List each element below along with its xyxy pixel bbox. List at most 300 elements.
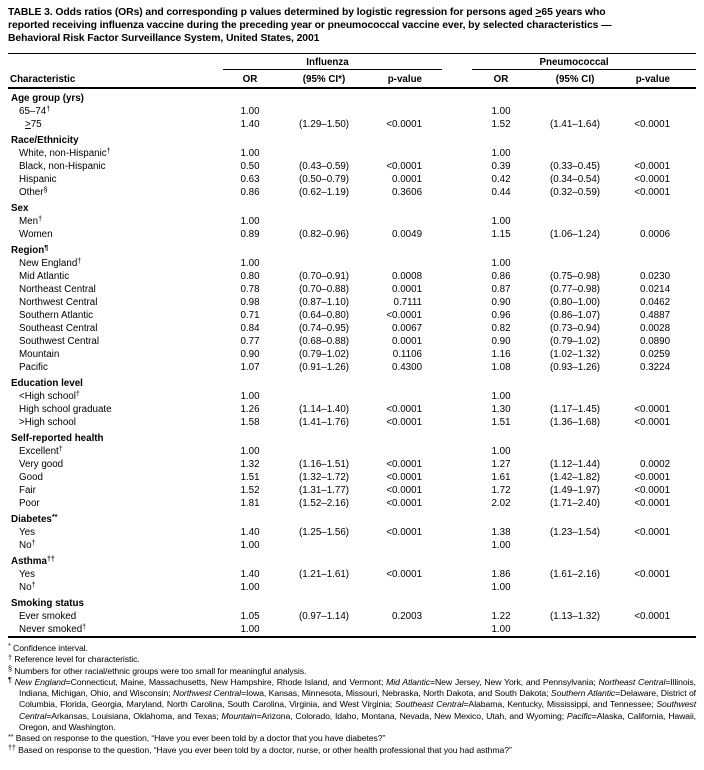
or-cell: 1.51 — [491, 417, 511, 428]
table-row — [8, 118, 696, 131]
ci-cell: (1.41–1.64) — [549, 119, 601, 130]
pvalue-cell: <0.0001 — [386, 472, 423, 483]
table-row — [8, 270, 696, 283]
or-cell: 1.08 — [491, 362, 511, 373]
spacer-cell — [442, 309, 472, 322]
section-row — [8, 594, 696, 610]
title-line: Behavioral Risk Factor Surveillance System, United States, 2001 — [8, 33, 320, 44]
spacer-cell — [442, 539, 472, 552]
or-cell: 0.89 — [240, 229, 260, 240]
characteristic-cell: No† — [19, 537, 36, 551]
characteristic-cell: Yes — [19, 569, 35, 580]
pvalue-cell — [371, 215, 442, 228]
or-column-header: OR — [472, 70, 530, 89]
ci-cell: (1.31–1.77) — [298, 485, 350, 496]
ci-cell — [277, 105, 371, 118]
footnote-text: =Illinois, Indiana, Michigan, Ohio, and Wisconsin; — [19, 676, 696, 699]
pvalue-cell — [620, 147, 696, 160]
influenza-group-header: Influenza — [223, 54, 442, 70]
ci-cell: (0.73–0.94) — [549, 323, 601, 334]
or-cell: 0.82 — [491, 323, 511, 334]
pvalue-cell: 0.0890 — [640, 336, 671, 347]
title-line: reported receiving influenza vaccine during the preceding year or pneumococcal vaccine ever, by selected characteristics — — [8, 20, 612, 31]
section-label: Education level — [11, 378, 83, 389]
section-label: Diabetes** — [11, 511, 58, 525]
ci-cell: (1.71–2.40) — [549, 498, 601, 509]
characteristic-cell: 65–74† — [19, 103, 51, 117]
characteristic-cell: Excellent† — [19, 443, 63, 457]
ci-cell: (0.80–1.00) — [549, 297, 601, 308]
or-cell: 1.00 — [240, 106, 260, 117]
or-cell: 1.00 — [240, 446, 260, 457]
or-cell: 1.00 — [491, 148, 511, 159]
or-cell: 0.71 — [240, 310, 260, 321]
or-cell: 1.40 — [240, 569, 260, 580]
table-row — [8, 228, 696, 241]
pvalue-cell: 0.0006 — [640, 229, 671, 240]
pvalue-column-header: p-value — [371, 70, 442, 89]
pvalue-cell — [620, 390, 696, 403]
footnote-text: =Delaware, District of Columbia, Florida, Georgia, Maryland, North Carolina, South Carolina, Virginia, and West Virginia; — [19, 688, 696, 710]
or-cell: 1.00 — [491, 106, 511, 117]
or-cell: 0.96 — [491, 310, 511, 321]
table-row — [8, 390, 696, 403]
pvalue-cell — [620, 445, 696, 458]
pvalue-cell: <0.0001 — [634, 187, 671, 198]
table-row — [8, 539, 696, 552]
ci-cell — [277, 215, 371, 228]
table-row — [8, 497, 696, 510]
characteristic-cell: Good — [19, 472, 43, 483]
footnote — [8, 677, 696, 733]
ci-cell: (0.62–1.19) — [298, 187, 350, 198]
pvalue-cell: <0.0001 — [634, 569, 671, 580]
pvalue-cell: <0.0001 — [386, 161, 423, 172]
spacer-cell — [442, 390, 472, 403]
or-cell: 1.86 — [491, 569, 511, 580]
ci-cell — [530, 581, 620, 594]
table-row — [8, 335, 696, 348]
ci-cell: (1.49–1.97) — [549, 485, 601, 496]
odds-ratio-table — [8, 54, 696, 636]
or-cell: 0.90 — [491, 336, 511, 347]
ci-cell: (0.33–0.45) — [549, 161, 601, 172]
ci-cell: (1.06–1.24) — [549, 229, 601, 240]
footnote — [8, 654, 696, 665]
characteristic-cell: Poor — [19, 498, 40, 509]
or-cell: 1.72 — [491, 485, 511, 496]
pvalue-cell: <0.0001 — [634, 498, 671, 509]
or-cell: 1.52 — [491, 119, 511, 130]
or-cell: 1.32 — [240, 459, 260, 470]
pvalue-cell: 0.1106 — [392, 349, 423, 360]
ci-cell: (0.70–0.91) — [298, 271, 350, 282]
footnote-marker: † — [8, 652, 12, 662]
characteristic-cell: >High school — [19, 417, 76, 428]
characteristic-cell: Women — [19, 229, 53, 240]
characteristic-cell: Hispanic — [19, 174, 57, 185]
ci-cell: (1.12–1.44) — [549, 459, 601, 470]
spacer-cell — [442, 257, 472, 270]
spacer-cell — [442, 105, 472, 118]
table-row — [8, 581, 696, 594]
or-cell: 0.39 — [491, 161, 511, 172]
footnote-text: =Alabama, Kentucky, Mississippi, and Tennessee; — [463, 699, 657, 710]
characteristic-cell: High school graduate — [19, 404, 112, 415]
table-row — [8, 105, 696, 118]
ci-cell: (0.79–1.02) — [298, 349, 350, 360]
or-cell: 0.63 — [240, 174, 260, 185]
footnote-text: Northeast Central — [598, 676, 666, 687]
table-row — [8, 283, 696, 296]
section-row — [8, 510, 696, 526]
spacer-cell — [442, 322, 472, 335]
characteristic-column-header: Characteristic — [8, 70, 223, 89]
footnote-text: =New Jersey, New York, and Pennsylvania; — [429, 676, 599, 687]
ci-cell: (0.87–1.10) — [298, 297, 350, 308]
pvalue-cell: 0.0230 — [640, 271, 671, 282]
characteristic-cell: Pacific — [19, 362, 48, 373]
characteristic-cell: Fair — [19, 485, 36, 496]
pvalue-cell: 0.0259 — [640, 349, 671, 360]
pvalue-cell: 0.0214 — [640, 284, 671, 295]
footnote — [8, 733, 696, 744]
table-row — [8, 322, 696, 335]
group-header-row — [8, 54, 696, 70]
section-label: Smoking status — [11, 598, 84, 609]
pvalue-cell: 0.0049 — [392, 229, 423, 240]
ci-cell — [530, 147, 620, 160]
ci-cell: (1.25–1.56) — [298, 527, 350, 538]
pvalue-cell: <0.0001 — [634, 174, 671, 185]
ci-cell: (1.14–1.40) — [298, 404, 350, 415]
or-cell: 1.00 — [491, 582, 511, 593]
or-cell: 1.30 — [491, 404, 511, 415]
ci-cell: (0.34–0.54) — [549, 174, 601, 185]
ci-cell: (0.43–0.59) — [298, 161, 350, 172]
footnote-text: Southwest Central — [19, 699, 697, 721]
spacer-cell — [442, 471, 472, 484]
section-row — [8, 199, 696, 215]
or-cell: 1.00 — [240, 582, 260, 593]
or-cell: 0.80 — [240, 271, 260, 282]
pvalue-cell — [371, 105, 442, 118]
pvalue-cell: <0.0001 — [386, 569, 423, 580]
characteristic-cell: Southern Atlantic — [19, 310, 94, 321]
pvalue-cell: <0.0001 — [634, 417, 671, 428]
pvalue-cell: <0.0001 — [634, 611, 671, 622]
or-cell: 1.00 — [491, 258, 511, 269]
footnote-text: Mountain — [221, 710, 257, 721]
spacer-cell — [442, 186, 472, 199]
section-label: Self-reported health — [11, 433, 104, 444]
footnote-text: =Arkansas, Louisiana, Oklahoma, and Texas; — [46, 710, 222, 721]
or-cell: 0.44 — [491, 187, 511, 198]
characteristic-cell: Men† — [19, 213, 43, 227]
or-cell: 1.51 — [240, 472, 260, 483]
table-row — [8, 610, 696, 623]
footnote-text: Northwest Central — [173, 688, 241, 699]
characteristic-cell: Black, non-Hispanic — [19, 161, 106, 172]
ci-column-header: (95% CI*) — [277, 70, 371, 89]
footnote-text: =Alaska, California, Hawaii, Oregon, and Washington. — [19, 710, 696, 733]
section-label: Race/Ethnicity — [11, 135, 79, 146]
spacer-cell — [442, 484, 472, 497]
footnote-text: Pacific — [566, 710, 592, 721]
footnote — [8, 663, 696, 677]
ci-cell: (0.91–1.26) — [298, 362, 350, 373]
ci-column-header: (95% CI) — [530, 70, 620, 89]
pvalue-cell — [620, 215, 696, 228]
or-cell: 0.98 — [240, 297, 260, 308]
ci-cell: (1.21–1.61) — [298, 569, 350, 580]
pvalue-cell: 0.0001 — [392, 174, 423, 185]
ci-cell — [277, 445, 371, 458]
spacer-cell — [442, 173, 472, 186]
or-cell: 1.16 — [491, 349, 511, 360]
ci-cell: (1.61–2.16) — [549, 569, 601, 580]
characteristic-cell: Mid Atlantic — [19, 271, 70, 282]
ci-cell: (1.23–1.54) — [549, 527, 601, 538]
ci-cell: (1.17–1.45) — [549, 404, 601, 415]
column-header-row — [8, 70, 696, 89]
or-cell: 0.86 — [240, 187, 260, 198]
spacer-cell — [442, 270, 472, 283]
characteristic-cell: Northeast Central — [19, 284, 96, 295]
ci-cell — [277, 257, 371, 270]
or-cell: 1.38 — [491, 527, 511, 538]
or-cell: 1.00 — [491, 540, 511, 551]
spacer-cell — [442, 526, 472, 539]
characteristic-cell: Other§ — [19, 184, 48, 198]
footnote-text: Numbers for other racial/ethnic groups were too small for meaningful analysis. — [14, 665, 307, 676]
pvalue-cell — [620, 257, 696, 270]
section-row — [8, 374, 696, 390]
table-title — [8, 6, 696, 45]
pvalue-cell: 0.0028 — [640, 323, 671, 334]
ci-cell: (0.32–0.59) — [549, 187, 601, 198]
table-row — [8, 568, 696, 581]
section-label: Region¶ — [11, 242, 49, 256]
ci-cell: (1.42–1.82) — [549, 472, 601, 483]
pvalue-cell — [371, 445, 442, 458]
spacer-cell — [442, 348, 472, 361]
spacer-cell — [442, 445, 472, 458]
or-cell: 1.00 — [240, 216, 260, 227]
characteristic-cell: Very good — [19, 459, 64, 470]
spacer-cell — [442, 296, 472, 309]
ci-cell: (0.64–0.80) — [298, 310, 350, 321]
ci-cell: (0.79–1.02) — [549, 336, 601, 347]
or-cell: 1.00 — [240, 540, 260, 551]
table-row — [8, 186, 696, 199]
pvalue-cell — [371, 539, 442, 552]
ci-cell — [277, 581, 371, 594]
footnote-text: Southern Atlantic — [550, 688, 616, 699]
pvalue-cell — [371, 147, 442, 160]
section-row — [8, 552, 696, 568]
or-cell: 1.22 — [491, 611, 511, 622]
pvalue-cell — [620, 105, 696, 118]
or-cell: 1.00 — [240, 148, 260, 159]
ci-cell: (1.32–1.72) — [298, 472, 350, 483]
or-cell: 1.07 — [240, 362, 260, 373]
spacer-cell — [442, 215, 472, 228]
section-label: Age group (yrs) — [11, 93, 84, 104]
table-row — [8, 361, 696, 374]
spacer-cell — [442, 70, 472, 89]
bottom-rule — [8, 636, 696, 638]
footnote-text: =Iowa, Kansas, Minnesota, Missouri, Nebraska, North Dakota, and South Dakota; — [240, 688, 551, 699]
spacer-cell — [442, 160, 472, 173]
or-cell: 0.50 — [240, 161, 260, 172]
ci-cell — [530, 539, 620, 552]
section-row — [8, 241, 696, 257]
characteristic-cell: Southwest Central — [19, 336, 100, 347]
pvalue-cell: 0.3224 — [640, 362, 671, 373]
or-column-header: OR — [223, 70, 277, 89]
or-cell: 1.00 — [491, 624, 511, 635]
table-row — [8, 458, 696, 471]
table-row — [8, 471, 696, 484]
spacer-cell — [442, 283, 472, 296]
ci-cell — [530, 623, 620, 636]
spacer-cell — [442, 610, 472, 623]
table-header — [8, 54, 696, 88]
or-cell: 0.77 — [240, 336, 260, 347]
table-row — [8, 484, 696, 497]
or-cell: 2.02 — [491, 498, 511, 509]
ci-cell: (1.02–1.32) — [549, 349, 601, 360]
ci-cell — [530, 390, 620, 403]
spacer-cell — [442, 335, 472, 348]
pvalue-cell: <0.0001 — [634, 485, 671, 496]
or-cell: 0.78 — [240, 284, 260, 295]
characteristic-cell: White, non-Hispanic† — [19, 145, 111, 159]
or-cell: 0.42 — [491, 174, 511, 185]
or-cell: 1.05 — [240, 611, 260, 622]
pvalue-cell: <0.0001 — [634, 472, 671, 483]
pvalue-cell: <0.0001 — [386, 498, 423, 509]
footnote-marker: * — [8, 641, 11, 651]
table-row — [8, 296, 696, 309]
pvalue-cell: <0.0001 — [386, 404, 423, 415]
spacer-cell — [442, 54, 472, 70]
ci-cell: (0.82–0.96) — [298, 229, 350, 240]
or-cell: 1.40 — [240, 119, 260, 130]
or-cell: 0.84 — [240, 323, 260, 334]
ci-cell — [277, 539, 371, 552]
ci-cell: (0.77–0.98) — [549, 284, 601, 295]
spacer-cell — [8, 54, 223, 70]
ci-cell: (0.50–0.79) — [298, 174, 350, 185]
or-cell: 1.00 — [491, 216, 511, 227]
pvalue-cell — [371, 581, 442, 594]
table-row — [8, 403, 696, 416]
or-cell: 1.15 — [491, 229, 511, 240]
footnote — [8, 742, 696, 756]
spacer-cell — [442, 623, 472, 636]
or-cell: 1.00 — [491, 391, 511, 402]
characteristic-cell: <High school† — [19, 388, 80, 402]
footnote-text: Southeast Central — [395, 699, 464, 710]
table-row — [8, 623, 696, 636]
or-cell: 1.27 — [491, 459, 511, 470]
or-cell: 1.00 — [240, 258, 260, 269]
pvalue-cell: <0.0001 — [386, 527, 423, 538]
footnote-text: Confidence interval. — [13, 643, 88, 653]
ci-cell: (1.41–1.76) — [298, 417, 350, 428]
pvalue-cell: <0.0001 — [634, 527, 671, 538]
pvalue-cell: 0.0067 — [392, 323, 423, 334]
characteristic-cell: Northwest Central — [19, 297, 98, 308]
ci-cell: (1.13–1.32) — [549, 611, 601, 622]
table-row — [8, 257, 696, 270]
gte-symbol: > — [25, 119, 31, 130]
footnote-marker: †† — [8, 742, 16, 752]
pvalue-cell — [620, 581, 696, 594]
or-cell: 0.90 — [240, 349, 260, 360]
table-row — [8, 215, 696, 228]
table-row — [8, 160, 696, 173]
characteristic-cell: Yes — [19, 527, 35, 538]
pvalue-cell — [371, 257, 442, 270]
pvalue-cell: 0.3606 — [392, 187, 423, 198]
pvalue-cell: 0.0002 — [640, 459, 671, 470]
footnote-marker: ¶ — [8, 675, 12, 685]
section-row — [8, 88, 696, 105]
pvalue-cell — [620, 623, 696, 636]
spacer-cell — [442, 458, 472, 471]
table-row — [8, 526, 696, 539]
ci-cell: (1.16–1.51) — [298, 459, 350, 470]
or-cell: 1.00 — [240, 624, 260, 635]
section-label: Asthma†† — [11, 553, 55, 567]
pvalue-cell: 0.0001 — [392, 284, 423, 295]
pvalue-cell — [620, 539, 696, 552]
spacer-cell — [442, 228, 472, 241]
or-cell: 1.58 — [240, 417, 260, 428]
or-cell: 0.90 — [491, 297, 511, 308]
pvalue-cell — [371, 623, 442, 636]
spacer-cell — [442, 118, 472, 131]
table-row — [8, 309, 696, 322]
ci-cell: (1.52–2.16) — [298, 498, 350, 509]
pvalue-cell: 0.0462 — [640, 297, 671, 308]
ci-cell: (0.74–0.95) — [298, 323, 350, 334]
footnote-marker: ** — [8, 731, 14, 741]
ci-cell — [277, 147, 371, 160]
pneumococcal-group-header: Pneumococcal — [472, 54, 696, 70]
spacer-cell — [442, 568, 472, 581]
section-row — [8, 429, 696, 445]
characteristic-cell: Ever smoked — [19, 611, 77, 622]
pvalue-cell: <0.0001 — [386, 485, 423, 496]
section-label: Sex — [11, 203, 29, 214]
ci-cell: (0.68–0.88) — [298, 336, 350, 347]
spacer-cell — [442, 497, 472, 510]
characteristic-cell: >75 — [25, 119, 42, 130]
characteristic-cell: Southeast Central — [19, 323, 98, 334]
ci-cell — [277, 390, 371, 403]
ci-cell — [530, 257, 620, 270]
pvalue-cell: 0.4300 — [392, 362, 423, 373]
or-cell: 1.26 — [240, 404, 260, 415]
footnote-text: =Arizona, Colorado, Idaho, Montana, Nevada, New Mexico, Utah, and Wyoming; — [256, 710, 567, 721]
section-row — [8, 131, 696, 147]
or-cell: 1.52 — [240, 485, 260, 496]
title-line: TABLE 3. Odds ratios (ORs) and corresponding p values determined by logistic regression for persons aged >65 years who — [8, 7, 606, 18]
